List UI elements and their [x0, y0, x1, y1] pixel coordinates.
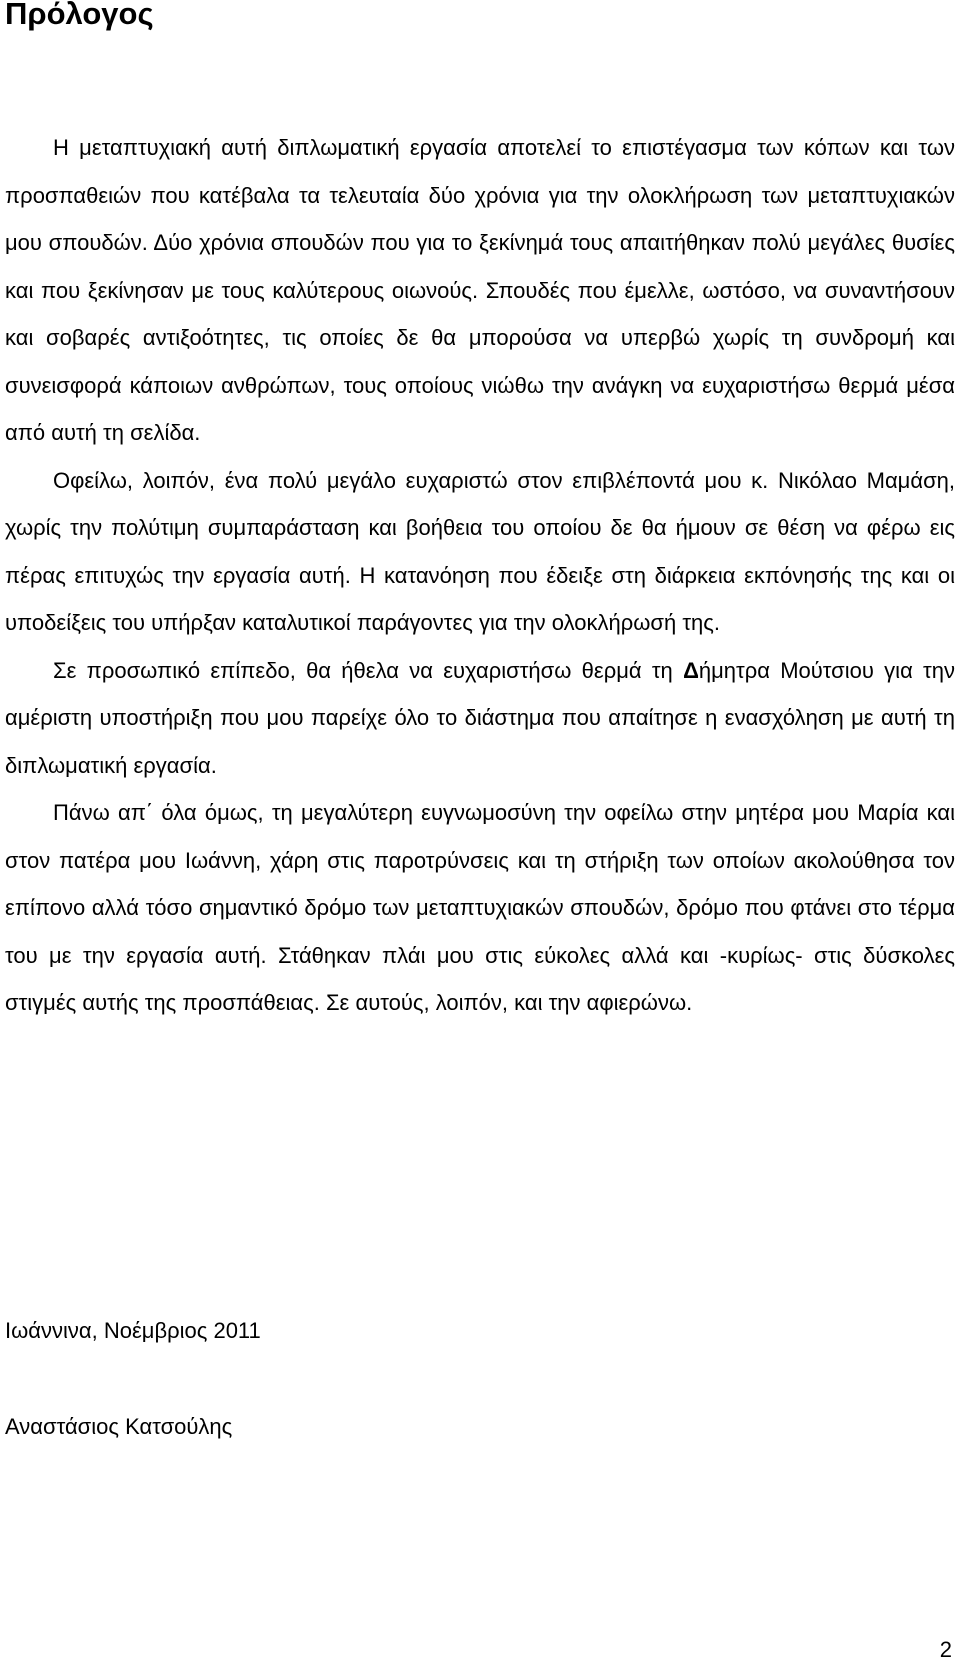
- paragraph-4: Πάνω απ΄ όλα όμως, τη μεγαλύτερη ευγνωμοσύνη την οφείλω στην μητέρα μου Μαρία και στον πατέρα μου Ιωάννη, χάρη στις παροτρύνσεις και τη στήριξη των οποίων ακολούθησα τον επίπονο αλλά τόσο σημαντικό δρόμο των μεταπτυχιακών σπουδών, δρόμο που φτάνει στο τέρμα του με την εργασία αυτή. Στάθηκαν πλάι μου στις εύκολες αλλά και -κυρίως- στις δύσκολες στιγμές αυτής της προσπάθειας. Σε αυτούς, λοιπόν, και την αφιερώνω.: [5, 800, 955, 1015]
- paragraph-3-text-before: Σε προσωπικό επίπεδο, θα ήθελα να ευχαριστήσω θερμά τη: [53, 657, 684, 683]
- paragraph-3-bold-letter: Δ: [683, 657, 699, 683]
- paragraph-3-text-after: ήμητρα Μούτσιου για την αμέριστη υποστήριξη που μου παρείχε όλο το διάστημα που απαίτησε η ενασχόληση με αυτή τη διπλωματική εργασία.: [5, 657, 955, 778]
- paragraph-2: Οφείλω, λοιπόν, ένα πολύ μεγάλο ευχαριστώ στον επιβλέποντά μου κ. Νικόλαο Μαμάση, χωρίς την πολύτιμη συμπαράσταση και βοήθεια του οποίου δε θα ήμουν σε θέση να φέρω εις πέρας επιτυχώς την εργασία αυτή. Η κατανόηση που έδειξε στη διάρκεια εκπόνησής της και οι υποδείξεις του υπήρξαν καταλυτικοί παράγοντες για την ολοκλήρωσή της.: [5, 467, 955, 635]
- page-title: Πρόλογος: [5, 0, 154, 31]
- place-date: Ιωάννινα, Νοέμβριος 2011: [5, 1318, 261, 1343]
- preface-body: [5, 124, 955, 1027]
- author-name: Αναστάσιος Κατσούλης: [5, 1414, 233, 1439]
- paragraph-1: Η μεταπτυχιακή αυτή διπλωματική εργασία αποτελεί το επιστέγασμα των κόπων και των προσπαθειών που κατέβαλα τα τελευταία δύο χρόνια για την ολοκλήρωση των μεταπτυχιακών μου σπουδών. Δύο χρόνια σπουδών που για το ξεκίνημά τους απαιτήθηκαν πολύ μεγάλες θυσίες και που ξεκίνησαν με τους καλύτερους οιωνούς. Σπουδές που έμελλε, ωστόσο, να συναντήσουν και σοβαρές αντιξοότητες, τις οποίες δε θα μπορούσα να υπερβώ χωρίς τη συνδρομή και συνεισφορά κάποιων ανθρώπων, τους οποίους νιώθω την ανάγκη να ευχαριστήσω θερμά μέσα από αυτή τη σελίδα.: [5, 135, 955, 445]
- paragraph-3: [5, 647, 955, 790]
- page-number: 2: [939, 1637, 952, 1662]
